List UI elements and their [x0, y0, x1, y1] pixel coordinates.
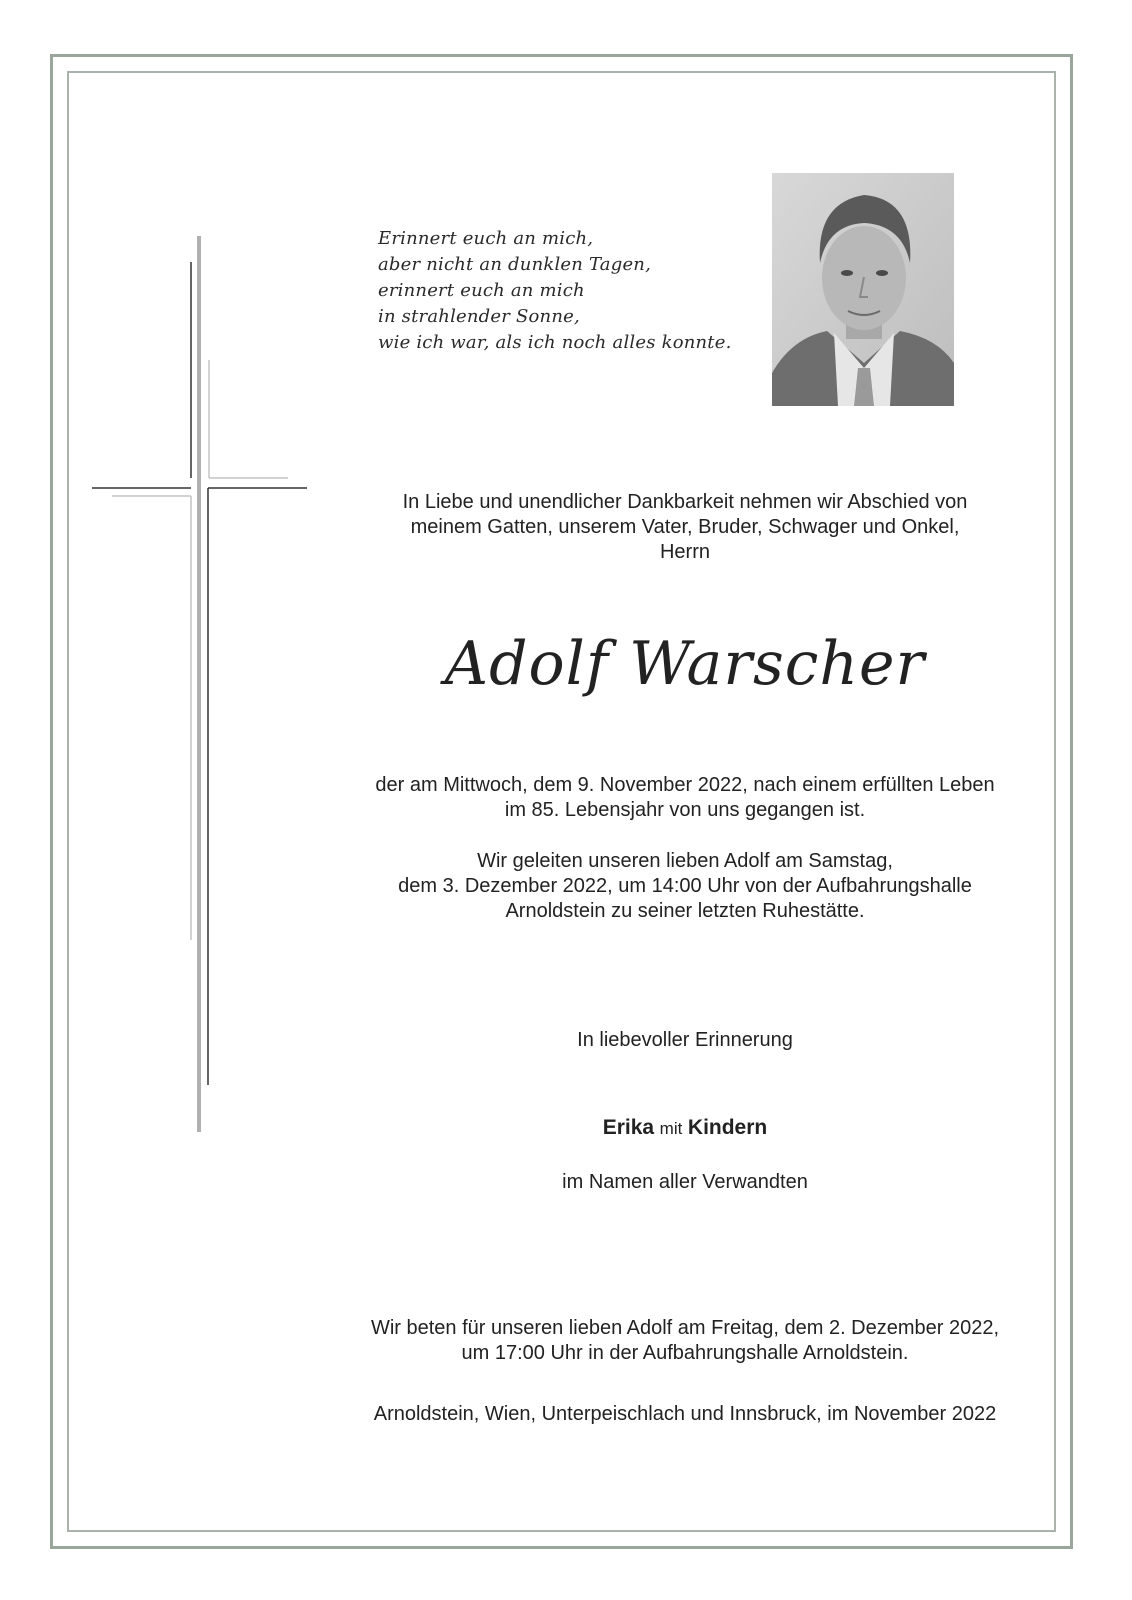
places-date: Arnoldstein, Wien, Unterpeischlach und Innsbruck, im November 2022 [373, 1403, 997, 1425]
notice-line: im 85. Lebensjahr von uns gegangen ist. [504, 799, 866, 821]
funeral-info [320, 849, 1050, 924]
mourner-joiner: mit [659, 1119, 683, 1138]
poem-line: wie ich war, als ich noch alles konnte. [378, 332, 732, 353]
poem-line: in strahlender Sonne, [378, 306, 580, 327]
poem-line: erinnert euch an mich [378, 280, 585, 301]
intro-line: In Liebe und unendlicher Dankbarkeit nehmen wir Abschied von [402, 491, 968, 513]
funeral-line: Wir geleiten unseren lieben Adolf am Samstag, [477, 850, 893, 872]
prayer-line: Wir beten für unseren lieben Adolf am Freitag, dem 2. Dezember 2022, [370, 1317, 1000, 1339]
mourners-line [320, 1115, 1050, 1141]
relatives-text: im Namen aller Verwandten [562, 1171, 808, 1193]
intro-text [320, 490, 1050, 565]
memorial-poem [378, 226, 768, 356]
funeral-line: Arnoldstein zu seiner letzten Ruhestätte. [505, 900, 865, 922]
funeral-line: dem 3. Dezember 2022, um 14:00 Uhr von der Aufbahrungshalle [398, 875, 972, 897]
poem-line: aber nicht an dunklen Tagen, [378, 254, 652, 275]
remembrance-text: In liebevoller Erinnerung [577, 1029, 793, 1051]
intro-line: meinem Gatten, unserem Vater, Bruder, Schwager und Onkel, [410, 516, 960, 538]
death-notice [320, 773, 1050, 823]
notice-line: der am Mittwoch, dem 9. November 2022, nach einem erfüllten Leben [375, 774, 995, 796]
deceased-name: Adolf Warscher [444, 629, 926, 699]
mourner-name: Erika [602, 1116, 655, 1139]
portrait-photo [772, 173, 954, 406]
mourner-name: Kindern [687, 1116, 768, 1139]
prayer-line: um 17:00 Uhr in der Aufbahrungshalle Arnoldstein. [461, 1342, 909, 1364]
intro-line: Herrn [659, 541, 710, 563]
poem-line: Erinnert euch an mich, [378, 228, 594, 249]
prayer-info [320, 1316, 1050, 1366]
